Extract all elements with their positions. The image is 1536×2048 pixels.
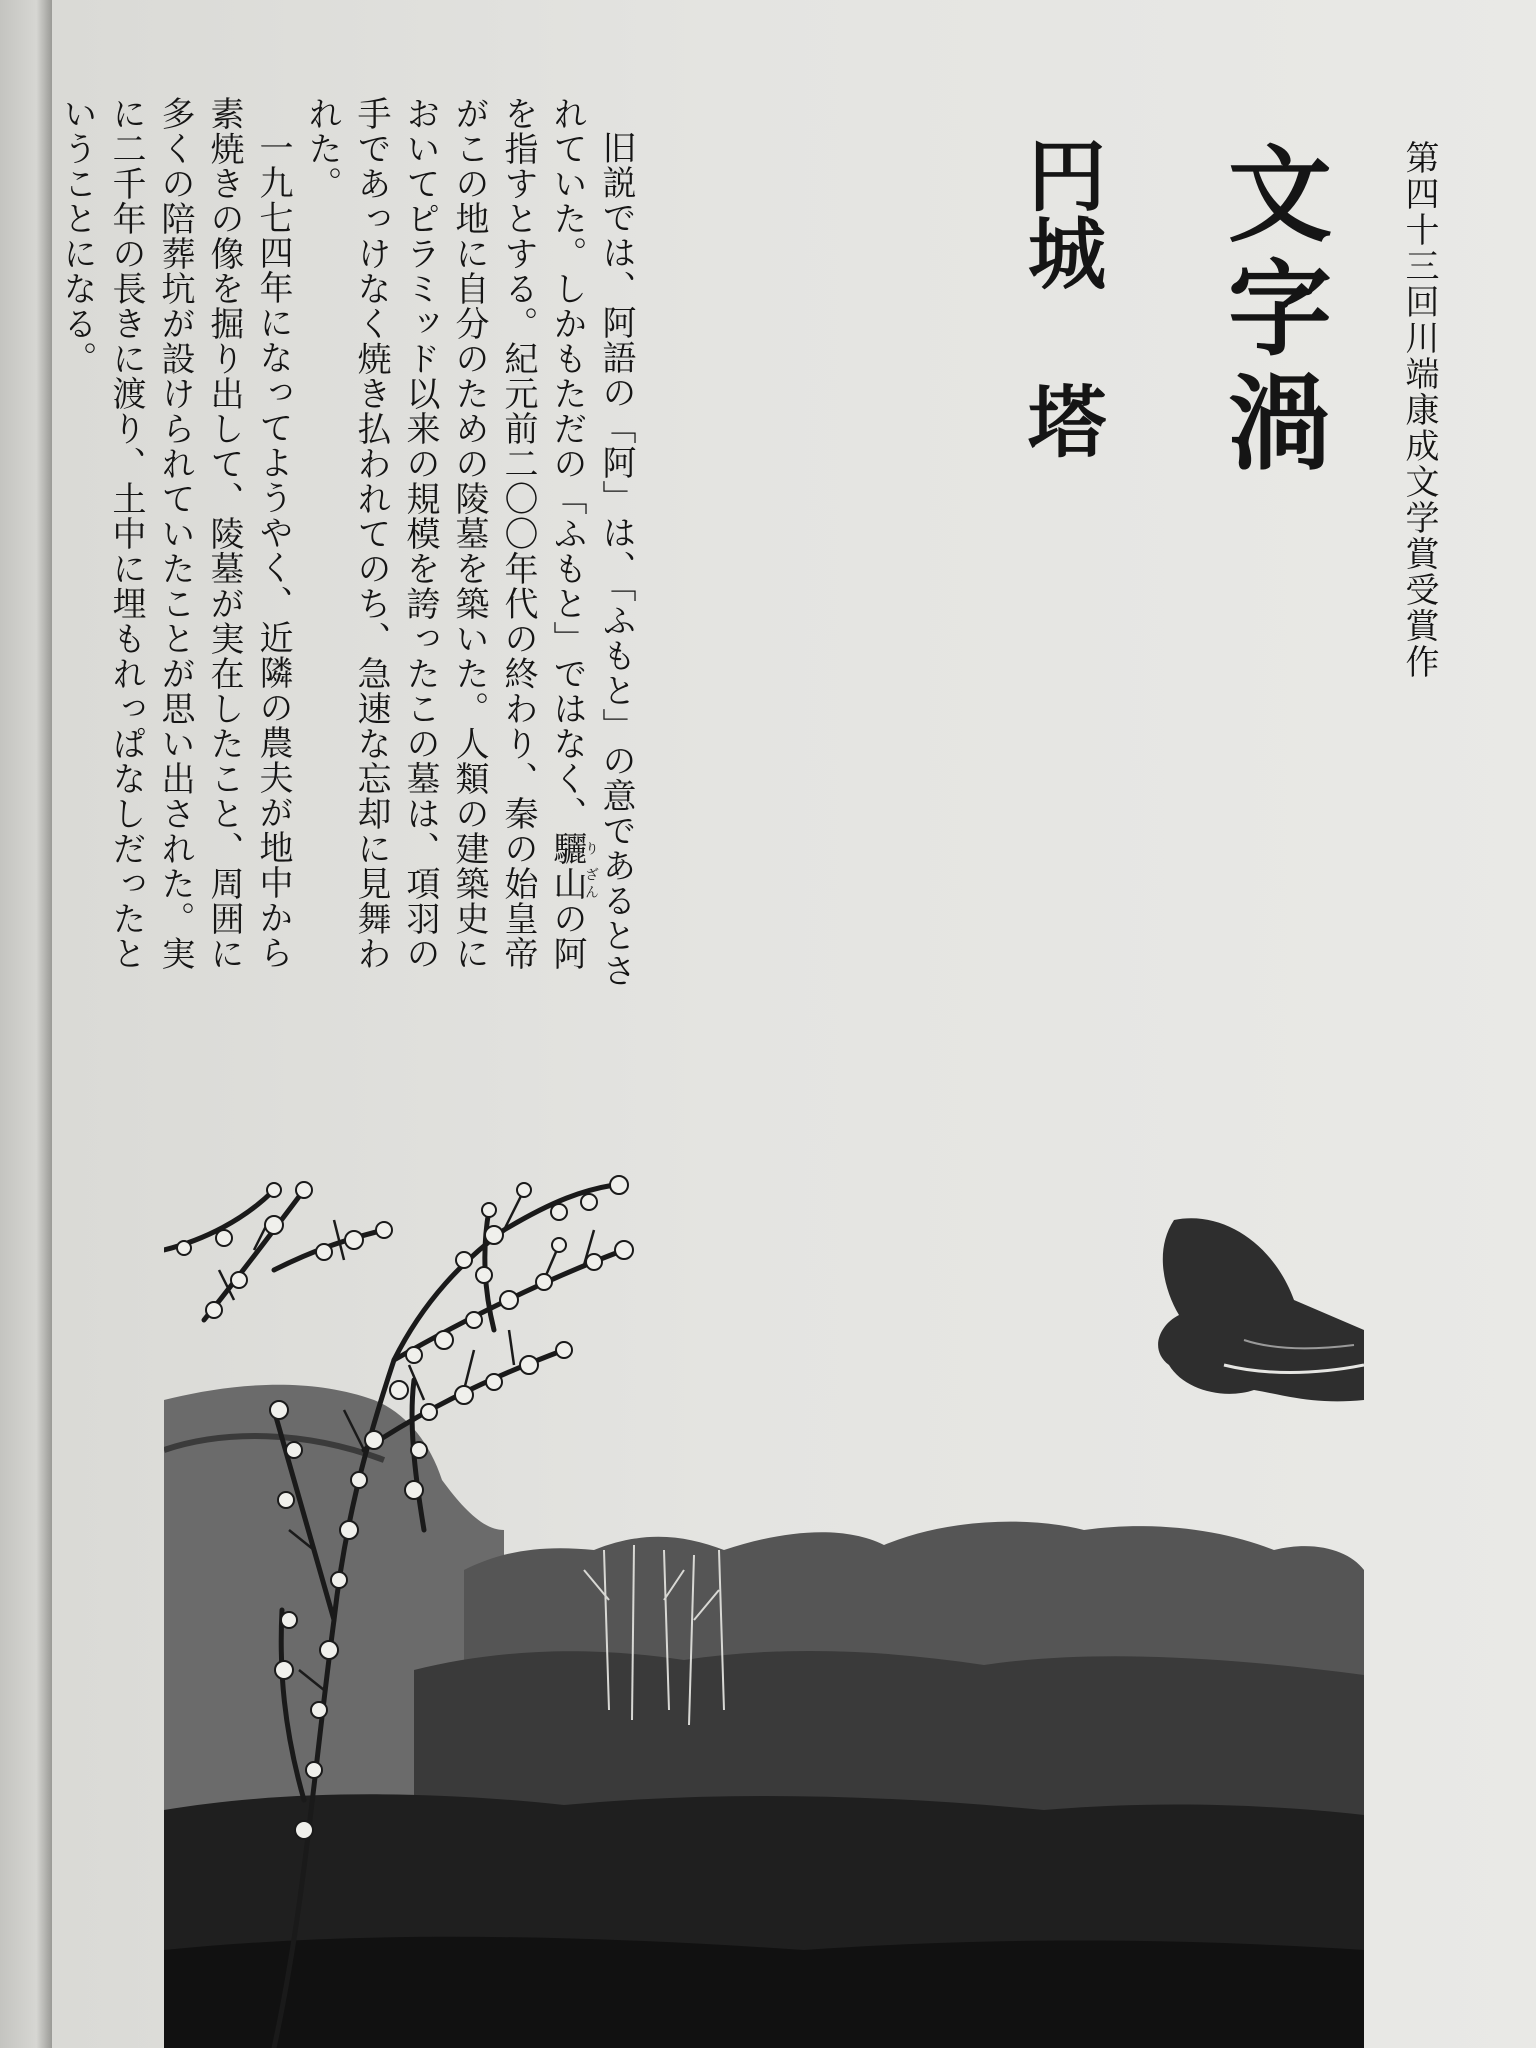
ruby-base-zan: 山 [547,866,587,901]
author-family-name: 円城 [1015,135,1106,291]
story-title: 文字渦 [1210,140,1333,482]
author-given-name: 塔 [1015,381,1106,459]
paragraph-1-start: 旧説では、阿語の「阿」は、「ふもと」の意であるとされていた。しかもただの「ふもと」ではなく、 [547,96,636,988]
pine-tree [1158,1218,1364,1401]
ruby-ri [547,831,599,866]
award-line: 第四十三回川端康成文学賞受賞作 [1399,140,1439,680]
ruby-zan [547,866,599,901]
ruby-text-ri: り [583,831,599,866]
paragraph-1-end: の阿を指すとする。紀元前二〇〇年代の終わり、秦の始皇帝がこの地に自分のための陵墓を築いた。人類の建築史においてピラミッド以来の規模を誇ったこの墓は、項羽の手であっけなく焼き払われてのち、急速な忘却に見舞われた。 [302,96,587,971]
ruby-base-ri: 驪 [547,831,587,866]
ruby-text-zan: ざん [583,866,599,901]
plum-blossom-landscape-illustration [164,1150,1364,2048]
paragraph-1 [297,96,640,996]
body-text [52,96,640,996]
paragraph-2: 一九七四年になってようやく、近隣の農夫が地中から素焼きの像を掘り出して、陵墓が実在したこと、周囲に多くの陪葬坑が設けられていたことが思い出された。実に二千年の長きに渡り、土中に埋もれっぱなしだったということになる。 [57,96,293,971]
author-name [1004,135,1116,459]
book-binding [0,0,52,2048]
